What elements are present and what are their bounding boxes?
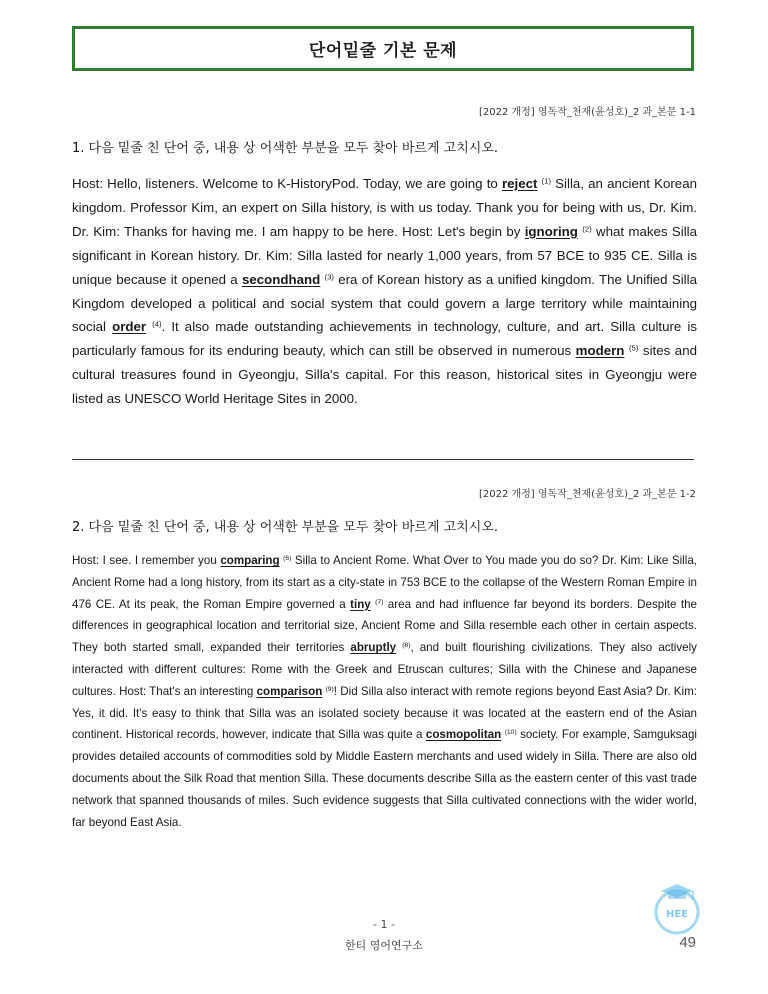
title-box (72, 26, 694, 71)
blank-number: (5) (628, 343, 639, 353)
blank-number: (7) (375, 598, 384, 606)
underlined-word: order (112, 319, 147, 335)
underlined-word: ignoring (524, 223, 578, 239)
passage-text: era of Korean history as a unified kingdom. The Unified Silla Kingdom developed a political and social system that could govern a large territory while maintaining social (72, 271, 697, 335)
passage-text: , and built flourishing civilizations. They also actively interacted with different cultures: Rome with the Greek and Etruscan cultures; Silla with the Chinese and Japanese cultures. Host: That's an interesting (72, 641, 697, 698)
passage-text: what makes Silla significant in Korean history. Dr. Kim: Silla lasted for nearly 1,000 years, from 57 BCE to 935 CE. Silla is unique because it opened a (72, 223, 697, 287)
underlined-word: cosmopolitan (425, 728, 502, 742)
underlined-word: comparison (256, 684, 323, 698)
underlined-word: tiny (350, 597, 371, 611)
underlined-word: comparing (220, 554, 280, 567)
blank-number: (9) (325, 685, 334, 693)
section-divider (72, 459, 694, 460)
passage-text: Silla to Ancient Rome. What Over to You made you do so? Dr. Kim: Like Silla, Ancient Rome had a long history, from its start as a city-state in 753 BCE to the collapse of the Western Roman Empire in 476 CE. At its peak, the Roman Empire governed a (72, 554, 697, 611)
page-number: - 1 - (373, 918, 395, 931)
passage-text: Host: I see. I remember you (72, 554, 221, 567)
blank-number: (8) (402, 642, 411, 650)
underlined-word: reject (501, 176, 538, 191)
passage-text: sites and cultural treasures found in Gyeongju, Silla's capital. For this reason, historical sites in Gyeongju were listed as UNESCO World Heritage Sites in 2000. (72, 343, 697, 407)
section-2-passage (72, 550, 697, 833)
page-title: 단어밑줄 기본 문제 (308, 41, 458, 61)
blank-number: (10) (504, 729, 517, 737)
section-1-source: [2022 개정] 영독작_천재(윤성호)_2 과_본문 1-1 (478, 107, 696, 118)
section-2-question: 2. 다음 밑줄 친 단어 중, 내용 상 어색한 부분을 모두 찾아 바르게 고치시오. (72, 520, 499, 535)
passage-text: . It also made outstanding achievements in technology, culture, and art. Silla culture is particularly famous for its enduring beauty, which can still be observed in numerous (72, 319, 697, 359)
section-1-question: 1. 다음 밑줄 친 단어 중, 내용 상 어색한 부분을 모두 찾아 바르게 고치시오. (72, 141, 499, 156)
blank-number: (1) (541, 176, 552, 186)
passage-text: area and had influence far beyond its borders. Despite the differences in geographical location and territorial size, Ancient Rome and Silla resemble each other in certain aspects. They both started small, expanded their territories (72, 597, 697, 655)
blank-number: (2) (582, 224, 592, 234)
passage-text: Silla, an ancient Korean kingdom. Professor Kim, an expert on Silla history, is with us today. Thank you for being with us, Dr. Kim. Dr. Kim: Thanks for having me. I am happy to be here. Host: Let's begin by (72, 176, 697, 239)
blank-number: (6) (283, 554, 292, 562)
section-2-source: [2022 개정] 영독작_천재(윤성호)_2 과_본문 1-2 (478, 489, 696, 500)
passage-text: society. For example, Samguksagi provides detailed accounts of commodities sold by Middle Eastern merchants and used widely in Silla. There are also old documents about the Silk Road that mention Silla. These documents describe Silla as the eastern center of this vast trade network that spanned thousands of miles. Such evidence suggests that Silla cultivated connections with the wider world, far beyond East Asia. (72, 728, 698, 829)
underlined-word: modern (575, 343, 625, 359)
publisher-name: 한티 영어연구소 (345, 939, 423, 952)
passage-text: Host: Hello, listeners. Welcome to K-HistoryPod. Today, we are going to (72, 176, 502, 191)
blank-number: (3) (324, 272, 334, 281)
passage-text: ! Did Silla also interact with remote regions beyond East Asia? Dr. Kim: Yes, it did. It's easy to think that Silla was an isolated society because it was located at the eastern end of the Asian continent. Historical records, however, indicate that Silla was quite a (72, 684, 697, 742)
blank-number: (4) (152, 319, 162, 329)
page-number-right: 49 (679, 934, 696, 951)
underlined-word: secondhand (241, 271, 321, 287)
logo-text: HEE (665, 909, 689, 920)
section-1-passage (72, 172, 697, 411)
underlined-word: abruptly (350, 641, 397, 655)
